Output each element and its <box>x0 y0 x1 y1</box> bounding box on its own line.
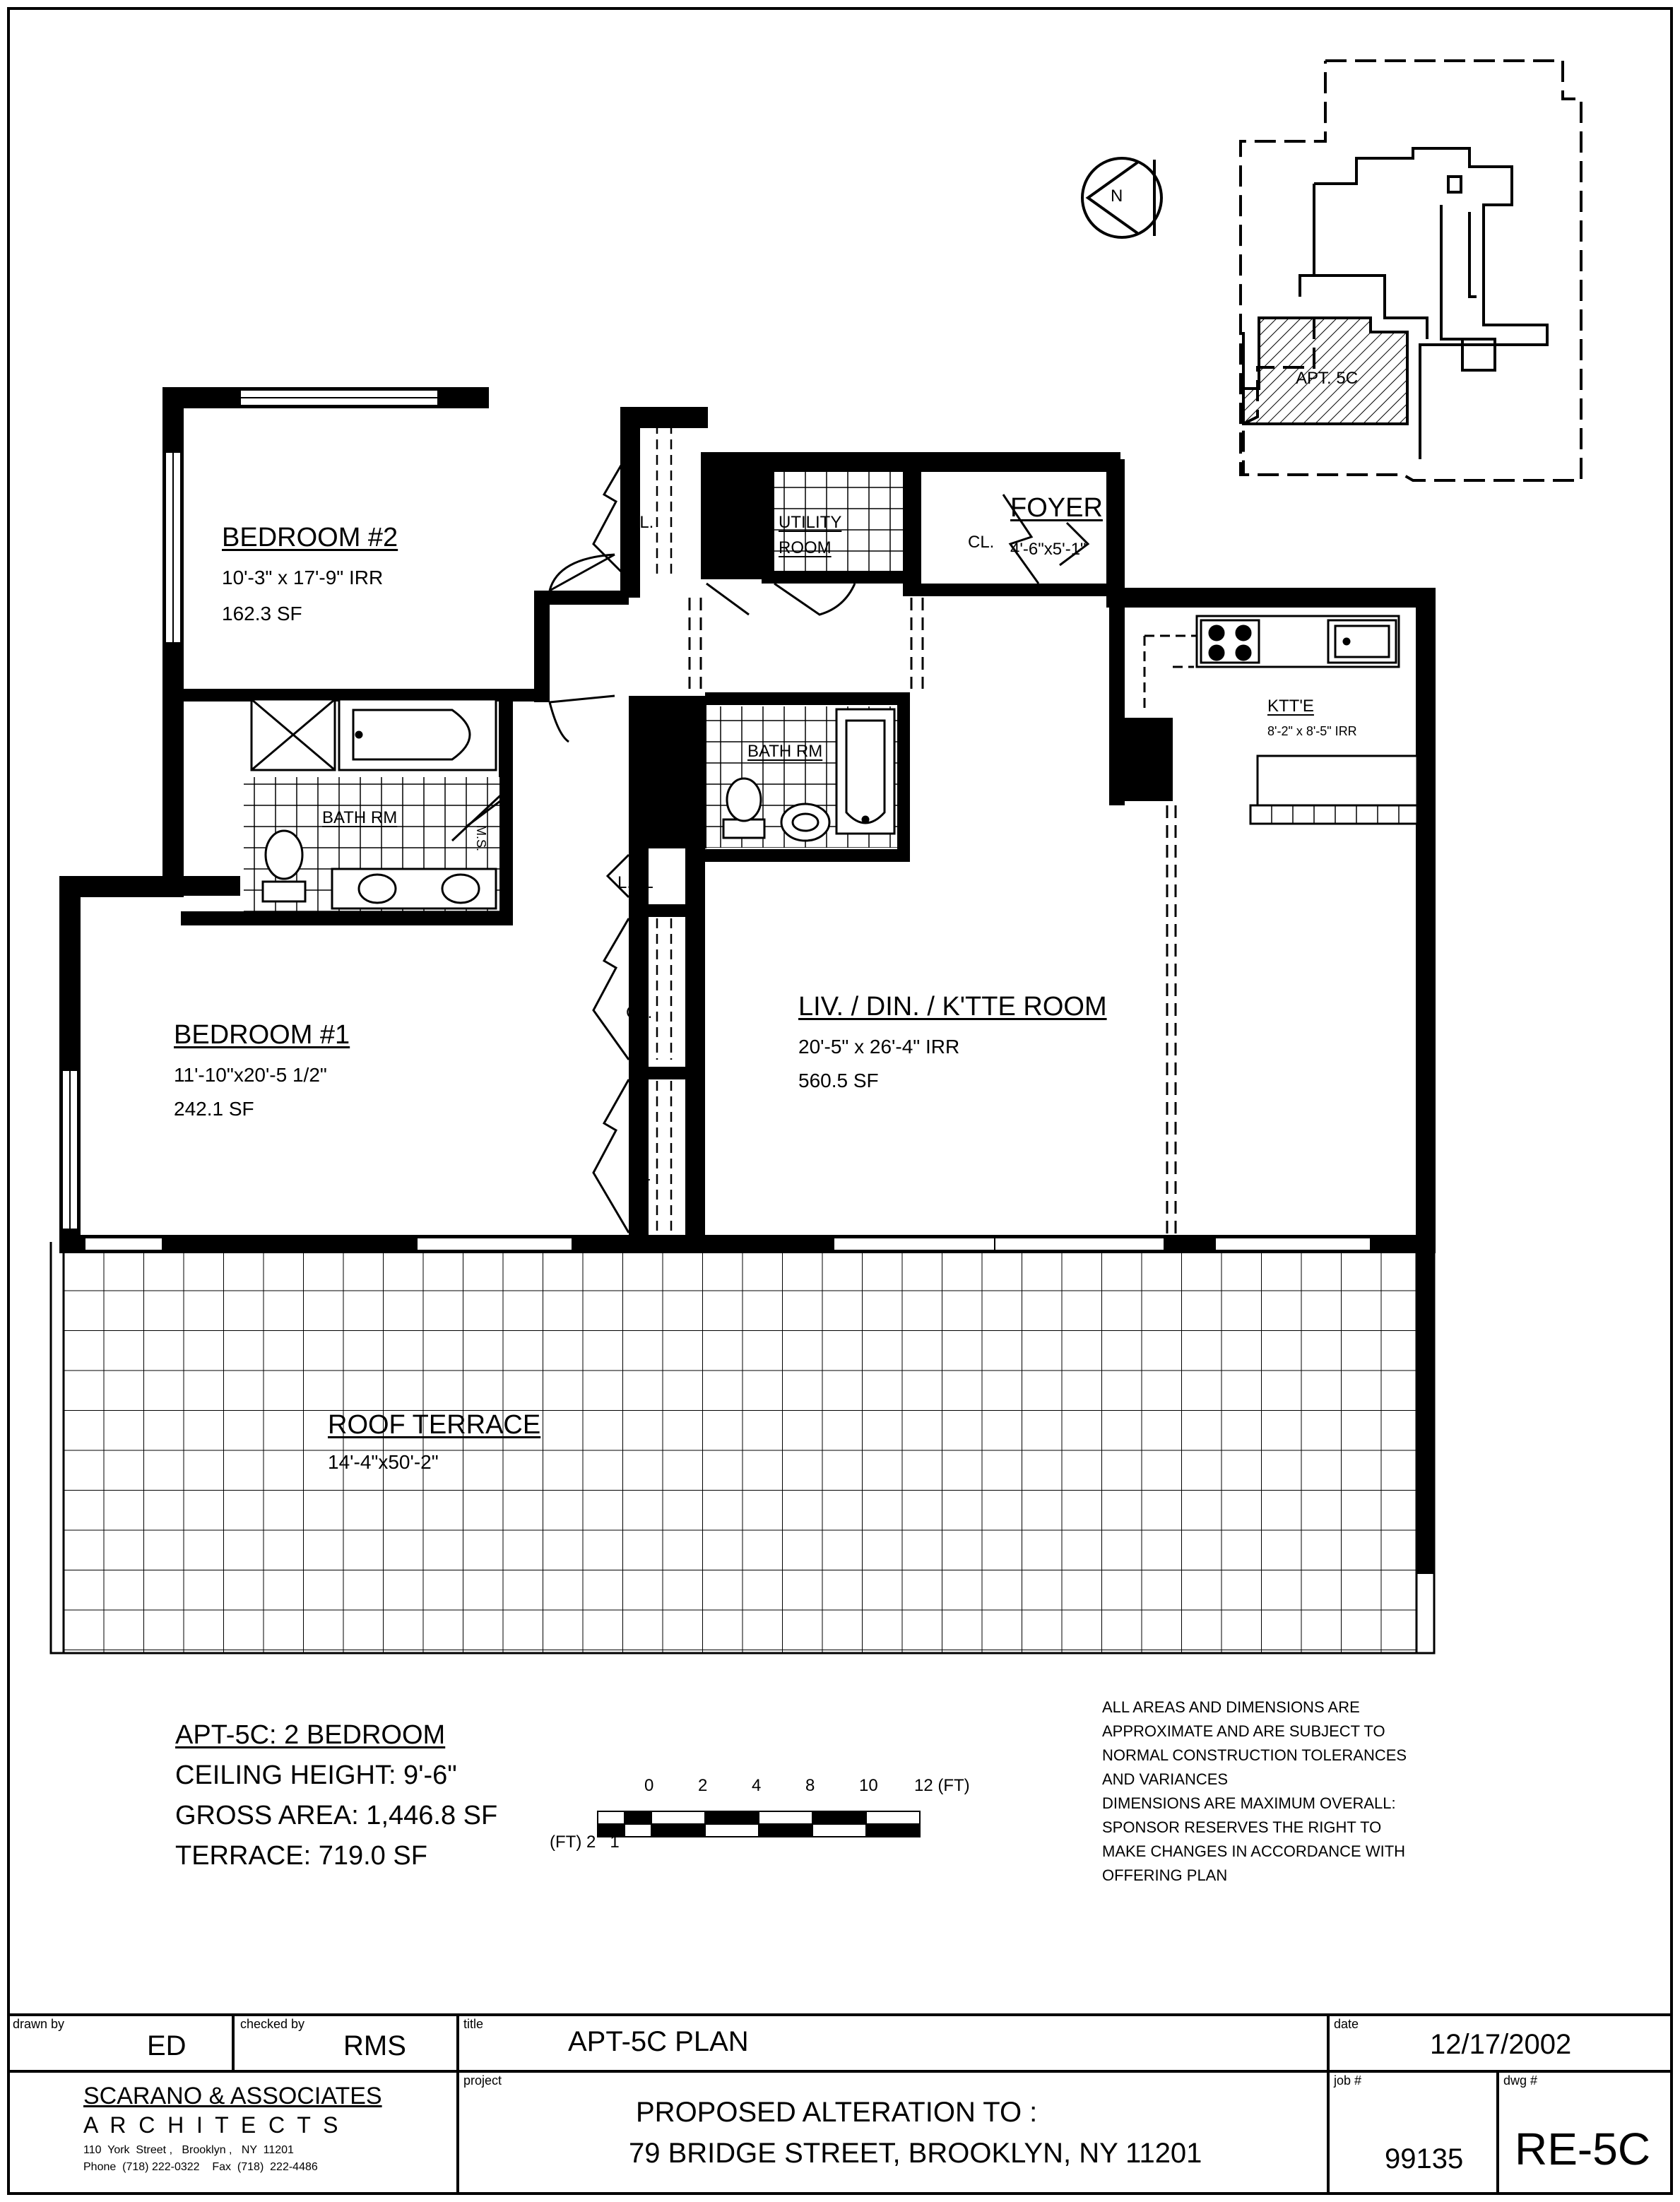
north-label: N <box>1111 187 1123 206</box>
scale-tick: 10 <box>859 1776 878 1795</box>
linen-closet-top: L.CL. <box>714 531 755 550</box>
note-line: SPONSOR RESERVES THE RIGHT TO <box>1102 1818 1382 1836</box>
date-label: date <box>1334 2017 1359 2031</box>
drawing-title: APT-5C PLAN <box>568 2026 749 2057</box>
drawn-by-label: drawn by <box>13 2017 65 2031</box>
closet-bedroom-2: CL. <box>627 513 654 532</box>
unit-summary <box>175 1715 497 1876</box>
scale-tick: 12 (FT) <box>914 1776 970 1795</box>
note-line: OFFERING PLAN <box>1102 1866 1228 1884</box>
living-room-name: LIV. / DIN. / K'TTE ROOM <box>798 992 1107 1022</box>
dwg-value: RE-5C <box>1515 2124 1651 2174</box>
key-plan-unit-label: APT. 5C <box>1296 369 1359 388</box>
kitchen-fixtures <box>1144 616 1417 824</box>
disclaimer-notes <box>1102 1695 1407 1888</box>
living-room-area: 560.5 SF <box>798 1070 879 1091</box>
bath-1-label: BATH RM <box>322 808 398 827</box>
project-line-2: 79 BRIDGE STREET, BROOKLYN, NY 11201 <box>629 2138 1202 2169</box>
note-line: APPROXIMATE AND ARE SUBJECT TO <box>1102 1722 1385 1740</box>
bath-2-label: BATH RM <box>747 742 823 761</box>
bedroom-2-dims: 10'-3" x 17'-9" IRR <box>222 567 384 588</box>
scale-tick: 2 <box>698 1776 708 1795</box>
closet-low: CL <box>629 1166 651 1185</box>
roof-terrace <box>51 1241 1435 1653</box>
checked-by-value: RMS <box>343 2030 406 2061</box>
dashed-lines <box>690 586 1176 1235</box>
note-line: NORMAL CONSTRUCTION TOLERANCES <box>1102 1746 1407 1764</box>
utility-label-line2: ROOM <box>779 538 832 557</box>
firm-address: 110 York Street , Brooklyn , NY 11201 <box>83 2144 294 2156</box>
job-value: 99135 <box>1385 2143 1464 2174</box>
note-line: DIMENSIONS ARE MAXIMUM OVERALL: <box>1102 1794 1396 1812</box>
job-label: job # <box>1334 2073 1362 2088</box>
foyer-dims: 4'-6"x5'-1" <box>1010 540 1087 559</box>
project-line-1: PROPOSED ALTERATION TO : <box>636 2097 1038 2128</box>
firm-phone: Phone (718) 222-0322 Fax (718) 222-4486 <box>83 2161 318 2173</box>
checked-by-label: checked by <box>240 2017 305 2031</box>
note-line: MAKE CHANGES IN ACCORDANCE WITH <box>1102 1842 1406 1860</box>
closet-mid: CL. <box>626 1003 653 1022</box>
summary-line: APT-5C: 2 BEDROOM <box>175 1720 446 1750</box>
terrace-name: ROOF TERRACE <box>328 1410 541 1440</box>
firm-name: SCARANO & ASSOCIATES <box>83 2083 382 2109</box>
summary-line: TERRACE: 719.0 SF <box>175 1841 427 1871</box>
firm-type: A R C H I T E C T S <box>83 2112 338 2138</box>
date-value: 12/17/2002 <box>1430 2029 1572 2060</box>
linen-closet-mid: L.CL <box>617 873 653 892</box>
drawn-by-value: ED <box>147 2030 187 2061</box>
ms-label: M.S. <box>474 825 488 852</box>
dwg-label: dwg # <box>1503 2073 1538 2088</box>
scale-bar <box>598 1811 920 1837</box>
kitchenette-dims: 8'-2" x 8'-5" IRR <box>1267 724 1357 738</box>
note-line: AND VARIANCES <box>1102 1770 1229 1788</box>
terrace-dims: 14'-4"x50'-2" <box>328 1451 439 1473</box>
summary-line: CEILING HEIGHT: 9'-6" <box>175 1760 457 1790</box>
bedroom-2-area: 162.3 SF <box>222 603 302 625</box>
project-label: project <box>463 2073 502 2088</box>
utility-label-line1: UTILITY <box>779 513 842 532</box>
scale-tick: 4 <box>752 1776 762 1795</box>
scale-tick: 8 <box>805 1776 815 1795</box>
summary-line: GROSS AREA: 1,446.8 SF <box>175 1801 498 1830</box>
bedroom-1-dims: 11'-10"x20'-5 1/2" <box>174 1064 327 1086</box>
foyer-name: FOYER <box>1010 493 1103 523</box>
scale-tick: 0 <box>644 1776 654 1795</box>
bedroom-2-name: BEDROOM #2 <box>222 523 398 552</box>
kitchenette-name: KTT'E <box>1267 697 1314 716</box>
closet-foyer: CL. <box>968 533 995 552</box>
title-label: title <box>463 2017 484 2031</box>
bedroom-1-area: 242.1 SF <box>174 1098 254 1120</box>
bedroom-1-name: BEDROOM #1 <box>174 1020 350 1050</box>
living-room-dims: 20'-5" x 26'-4" IRR <box>798 1036 960 1058</box>
note-line: ALL AREAS AND DIMENSIONS ARE <box>1102 1698 1360 1716</box>
scale-left-ticks: (FT) 2 1 <box>550 1833 620 1852</box>
